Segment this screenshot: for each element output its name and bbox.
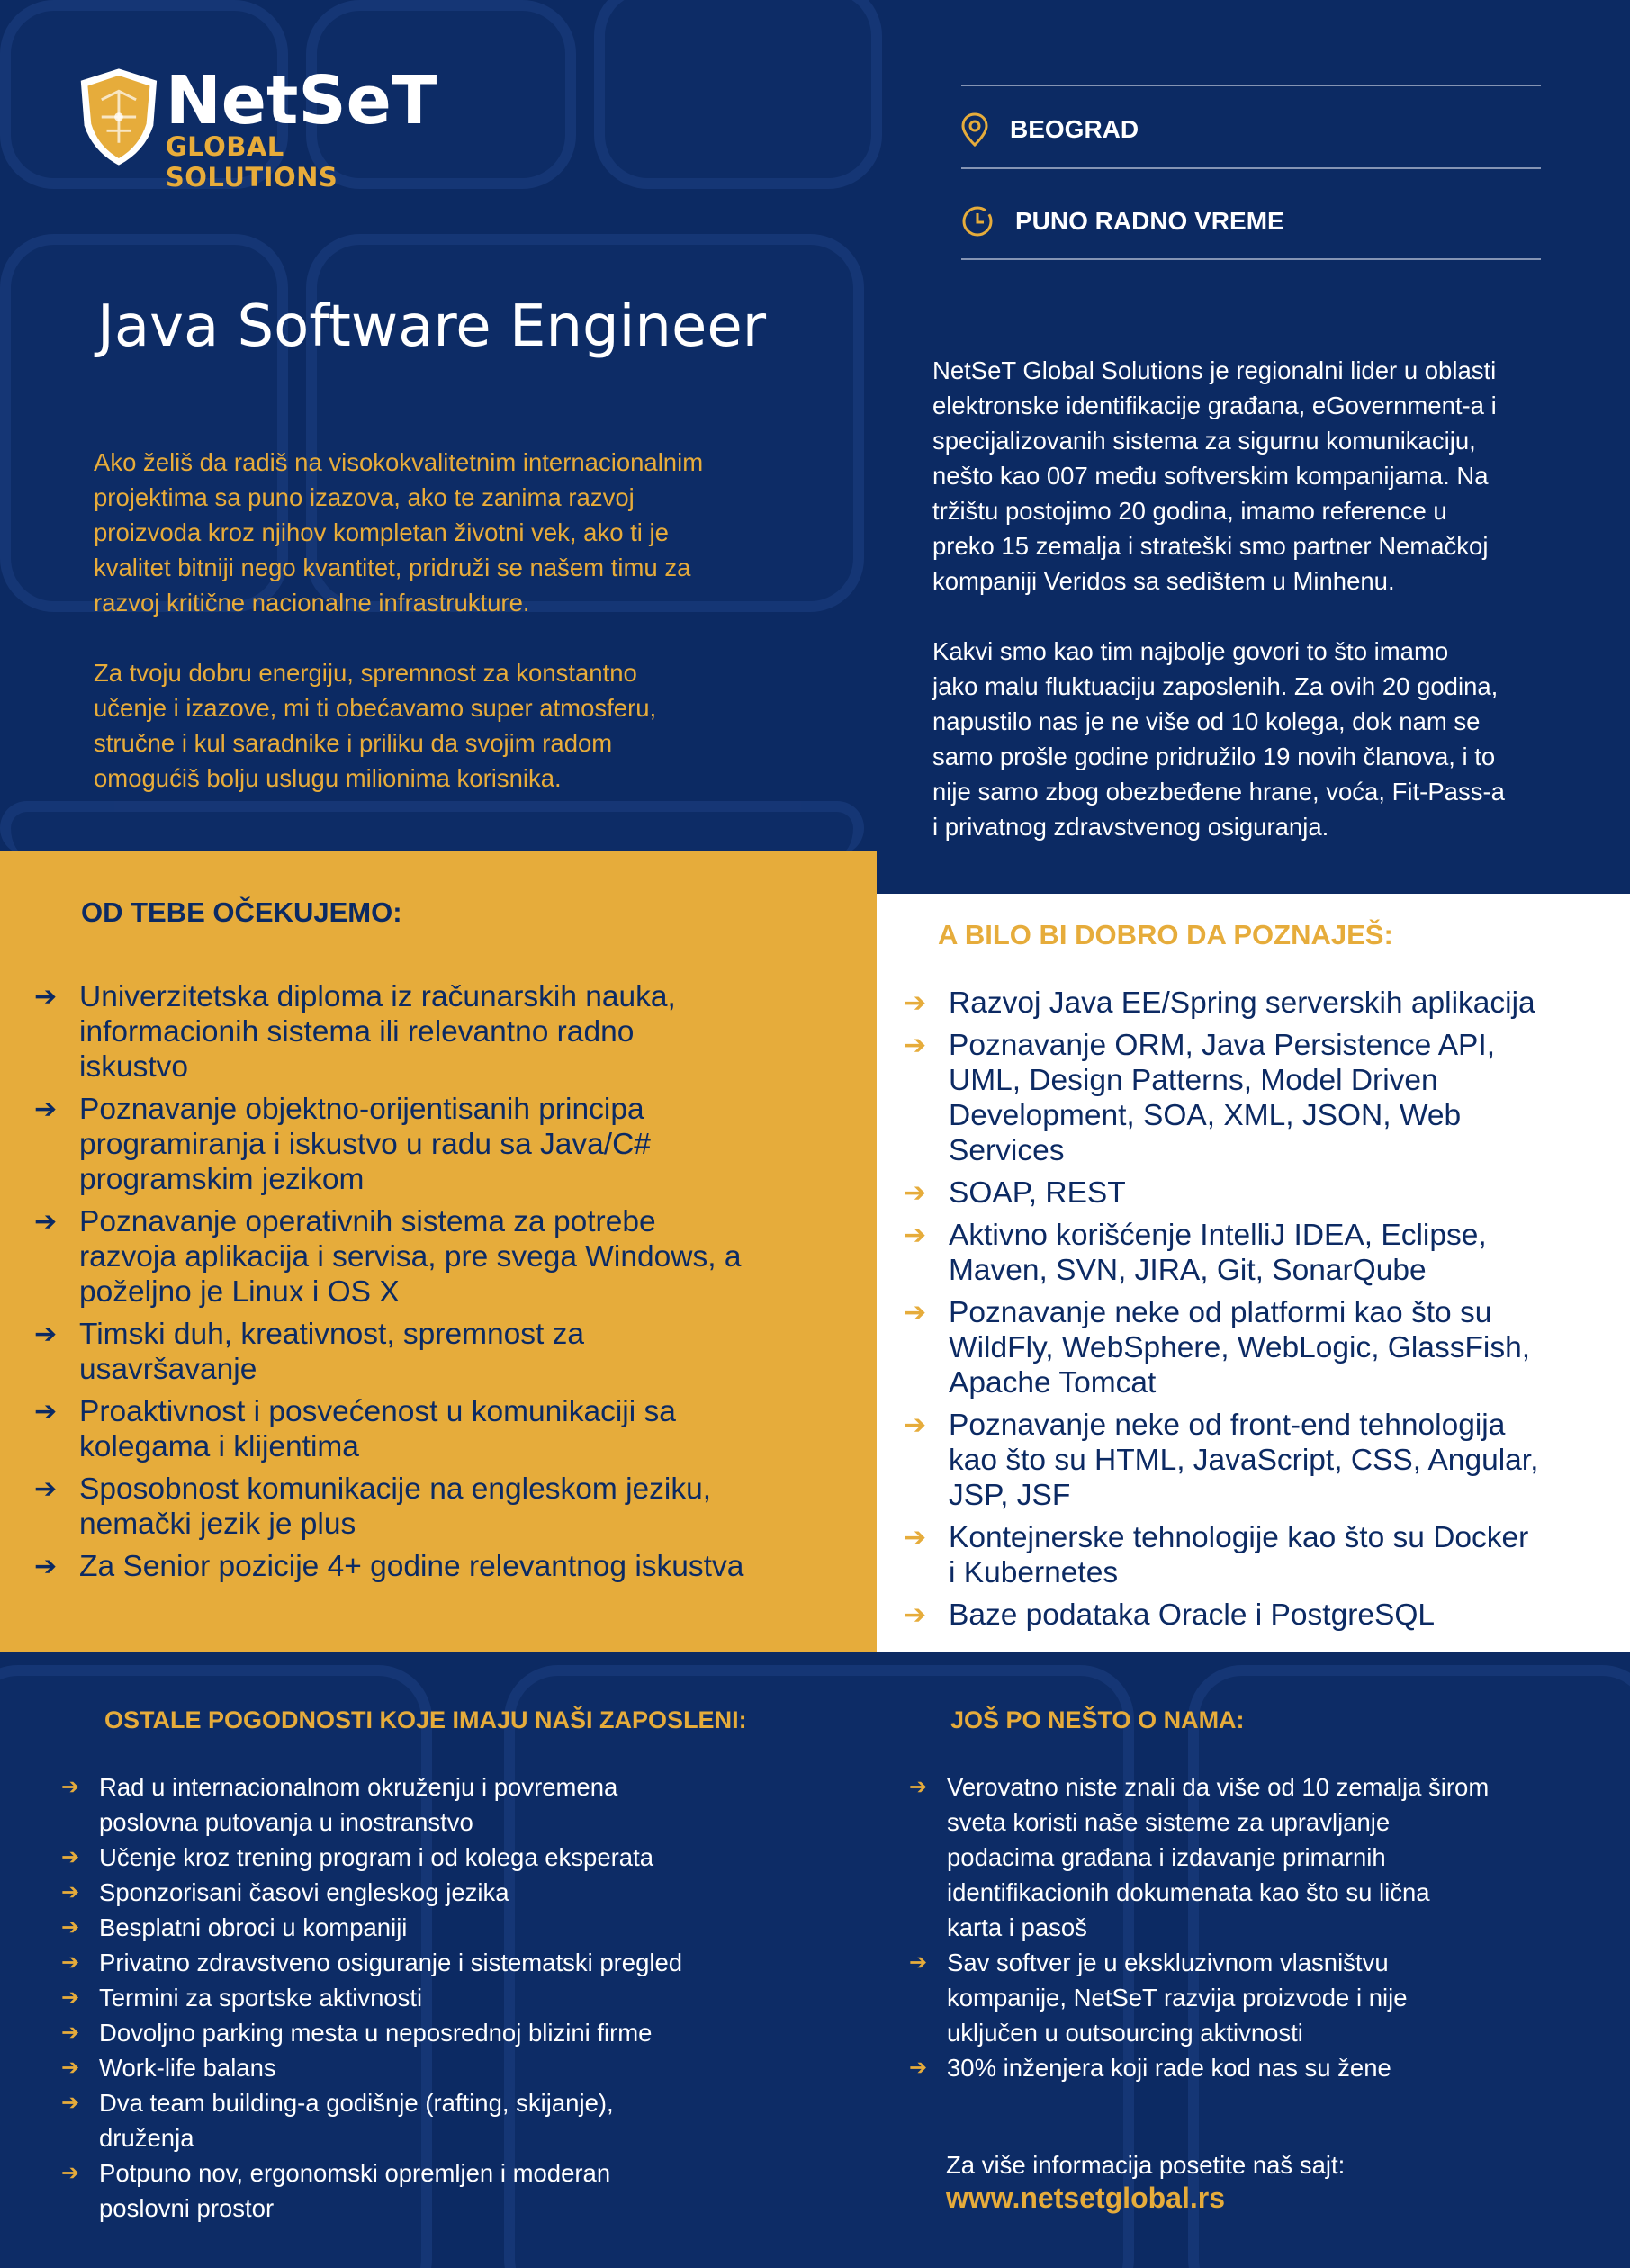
list-item: ➔ Termini za sportske aktivnosti [61, 1980, 853, 2015]
arrow-right-icon: ➔ [909, 1775, 928, 1799]
list-item: ➔ Work-life balans [61, 2050, 853, 2085]
website-link[interactable]: www.netsetglobal.rs [946, 2182, 1225, 2214]
list-item: ➔ Aktivno korišćenje IntelliJ IDEA, Eclipse, Maven, SVN, JIRA, Git, SonarQube [904, 1219, 1487, 1287]
list-item: ➔ Univerzitetska diploma iz računarskih nauka, informacionih sistema ili relevantno radno iskustvo [34, 980, 676, 1084]
arrow-right-icon: ➔ [904, 1178, 927, 1208]
list-item: ➔ 30% inženjera koji rade kod nas su žene [909, 2050, 1620, 2085]
arrow-right-icon: ➔ [61, 1880, 80, 1904]
list-item: ➔ Učenje kroz trening program i od kolega eksperata [61, 1840, 853, 1875]
list-item: ➔ Za Senior pozicije 4+ godine relevantnog iskustva [34, 1550, 744, 1583]
arrow-right-icon: ➔ [34, 1319, 58, 1349]
arrow-right-icon: ➔ [34, 982, 58, 1012]
shield-logo-icon [76, 63, 162, 171]
list-item: ➔ Dva team building-a godišnje (rafting, skijanje), druženja [61, 2085, 853, 2156]
arrow-right-icon: ➔ [904, 988, 927, 1018]
list-item: ➔ Poznavanje neke od platformi kao što su WildFly, WebSphere, WebLogic, GlassFish, Apache Tomcat [904, 1296, 1531, 1400]
expectations-panel [0, 851, 877, 1652]
divider [961, 85, 1541, 86]
list-item: ➔ Besplatni obroci u kompaniji [61, 1910, 853, 1945]
arrow-right-icon: ➔ [61, 1915, 80, 1940]
background-tile [594, 0, 882, 189]
benefits-list [61, 1769, 853, 2226]
list-item: ➔ Baze podataka Oracle i PostgreSQL [904, 1598, 1436, 1632]
arrow-right-icon: ➔ [61, 1985, 80, 2010]
benefits-heading: OSTALE POGODNOSTI KOJE IMAJU NAŠI ZAPOSLENI: [104, 1706, 747, 1733]
clock-icon [961, 205, 994, 238]
arrow-right-icon: ➔ [909, 2056, 928, 2080]
expectations-list [34, 979, 862, 1591]
list-item: ➔ Razvoj Java EE/Spring serverskih aplikacija [904, 986, 1535, 1020]
nice-to-have-panel [877, 894, 1630, 1652]
arrow-right-icon: ➔ [61, 1950, 80, 1975]
divider [961, 167, 1541, 169]
list-item: ➔ Potpuno nov, ergonomski opremljen i moderan poslovni prostor [61, 2156, 853, 2226]
arrow-right-icon: ➔ [904, 1030, 927, 1060]
list-item: ➔ Timski duh, kreativnost, spremnost za usavršavanje [34, 1318, 585, 1386]
arrow-right-icon: ➔ [61, 2161, 80, 2185]
arrow-right-icon: ➔ [61, 2056, 80, 2080]
company-logo [76, 62, 454, 193]
more-about-heading: JOŠ PO NEŠTO O NAMA: [950, 1706, 1245, 1733]
logo-name: NetSeT [165, 62, 437, 140]
list-item: ➔ Rad u internacionalnom okruženju i povremena poslovna putovanja u inostranstvo [61, 1769, 853, 1840]
list-item: ➔ Dovoljno parking mesta u neposrednoj blizini firme [61, 2015, 853, 2050]
list-item: ➔ Proaktivnost i posvećenost u komunikaciji sa kolegama i klijentima [34, 1395, 676, 1463]
logo-text [166, 63, 454, 193]
list-item: ➔ Verovatno niste znali da više od 10 zemalja širom sveta koristi naše sisteme za upravljanje podacima građana i izdavanje primarnih identifikacionih dokumenata kao što su lična karta i pasoš [909, 1769, 1620, 1945]
list-item: ➔ Poznavanje operativnih sistema za potrebe razvoja aplikacija i servisa, pre svega Windows, a poželjno je Linux i OS X [34, 1205, 742, 1309]
list-item: ➔ SOAP, REST [904, 1176, 1126, 1210]
arrow-right-icon: ➔ [904, 1298, 927, 1328]
arrow-right-icon: ➔ [904, 1600, 927, 1630]
arrow-right-icon: ➔ [61, 2020, 80, 2045]
arrow-right-icon: ➔ [904, 1410, 927, 1440]
location-row [961, 103, 1139, 157]
arrow-right-icon: ➔ [904, 1523, 927, 1552]
list-item: ➔ Poznavanje objektno-orijentisanih principa programiranja i iskustvo u radu sa Java/C# programskim jezikom [34, 1093, 651, 1196]
arrow-right-icon: ➔ [909, 1950, 928, 1975]
arrow-right-icon: ➔ [34, 1552, 58, 1581]
work-time-text: PUNO RADNO VREME [1015, 207, 1284, 235]
intro-paragraph-1: Ako želiš da radiš na visokokvalitetnim internacionalnim projektima sa puno izazova, ako te zanima razvoj proizvoda kroz njihov kompletan životni vek, ako ti je kvalitet bitniji nego kvantitet, pridruži se našem timu za razvoj kritične nacionalne infrastrukture. [94, 448, 704, 616]
list-item: ➔ Sav softver je u ekskluzivnom vlasništvu kompanije, NetSeT razvija proizvode i nije uključen u outsourcing aktivnosti [909, 1945, 1620, 2050]
arrow-right-icon: ➔ [34, 1094, 58, 1124]
background-tile [0, 801, 864, 855]
about-paragraph-2: Kakvi smo kao tim najbolje govori to što imamo jako malu fluktuaciju zaposlenih. Za ovih 20 godina, napustilo nas je ne više od 10 kolega, dok nam se samo prošle godine pridružilo 19 novih članova, i to nije samo zbog obezbeđene hrane, voća, Fit-Pass-a i privatnog zdravstvenog osiguranja. [932, 637, 1505, 841]
list-item: ➔ Privatno zdravstveno osiguranje i sistematski pregled [61, 1945, 853, 1980]
arrow-right-icon: ➔ [904, 1220, 927, 1250]
list-item: ➔ Poznavanje neke od front-end tehnologija kao što su HTML, JavaScript, CSS, Angular, JSP, JSF [904, 1408, 1539, 1512]
location-pin-icon [961, 112, 988, 147]
job-title: Java Software Engineer [97, 293, 767, 360]
footer-note: Za više informacija posetite naš sajt: [946, 2151, 1346, 2179]
intro-paragraph-2: Za tvoju dobru energiju, spremnost za konstantno učenje i izazove, mi ti obećavamo super atmosferu, stručne i kul saradnike i priliku da svojim radom omogućiš bolju uslugu milionima korisnika. [94, 659, 657, 792]
nice-to-have-heading: A BILO BI DOBRO DA POZNAJEŠ: [938, 919, 1393, 950]
arrow-right-icon: ➔ [34, 1474, 58, 1504]
nice-to-have-list [904, 986, 1624, 1640]
logo-subtitle: GLOBAL SOLUTIONS [165, 131, 338, 193]
more-about-list [909, 1769, 1620, 2085]
arrow-right-icon: ➔ [61, 1775, 80, 1799]
about-paragraph-1: NetSeT Global Solutions je regionalni lider u oblasti elektronske identifikacije građana, eGovernment-a i specijalizovanih sistema za sigurnu komunikaciju, nešto kao 007 među softverskim kompanijama. Na tržištu postojimo 20 godina, imamo reference u preko 15 zemalja i strateški smo partner Nemačkoj kompaniji Veridos sa sedištem u Minhenu. [932, 356, 1497, 595]
arrow-right-icon: ➔ [34, 1397, 58, 1426]
list-item: ➔ Sponzorisani časovi engleskog jezika [61, 1875, 853, 1910]
list-item: ➔ Poznavanje ORM, Java Persistence API, UML, Design Patterns, Model Driven Development, SOA, XML, JSON, Web Services [904, 1029, 1496, 1167]
arrow-right-icon: ➔ [61, 2091, 80, 2115]
arrow-right-icon: ➔ [61, 1845, 80, 1869]
arrow-right-icon: ➔ [34, 1207, 58, 1237]
list-item: ➔ Kontejnerske tehnologije kao što su Docker i Kubernetes [904, 1521, 1529, 1589]
work-time-row [961, 194, 1284, 248]
expectations-heading: OD TEBE OČEKUJEMO: [81, 896, 402, 928]
location-text: BEOGRAD [1010, 115, 1139, 143]
divider [961, 258, 1541, 260]
list-item: ➔ Sposobnost komunikacije na engleskom jeziku, nemački jezik je plus [34, 1472, 712, 1541]
